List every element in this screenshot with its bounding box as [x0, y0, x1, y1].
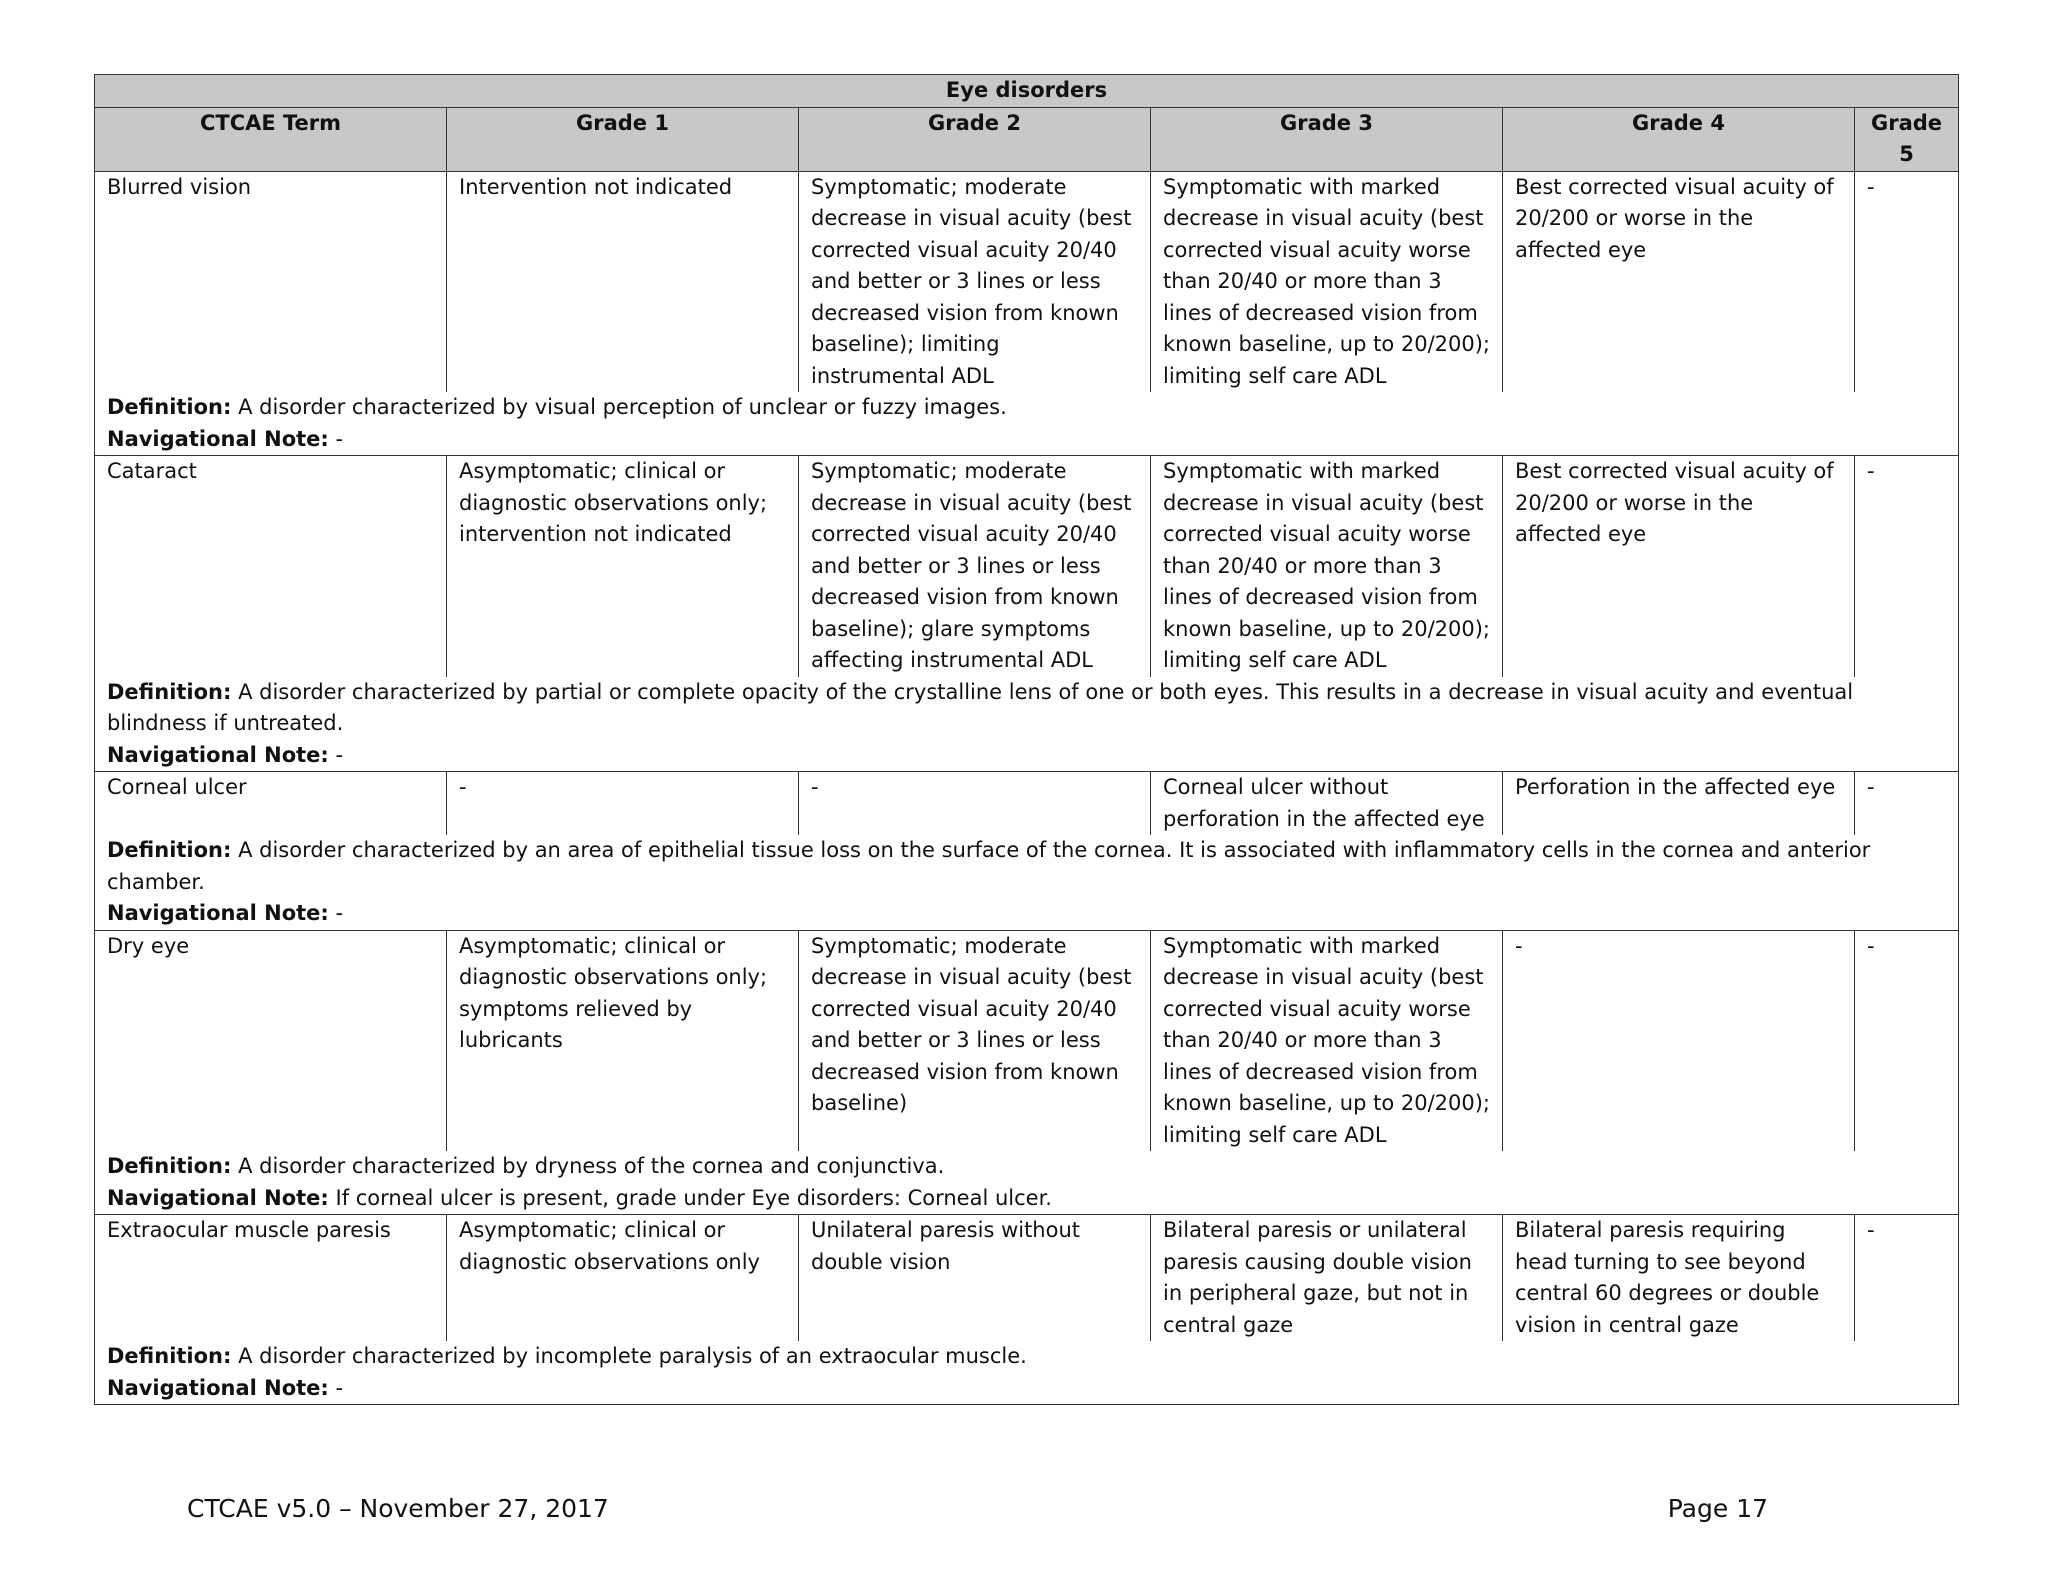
definition-value: A disorder characterized by visual perception of unclear or fuzzy images. — [238, 395, 1007, 419]
definition-text — [107, 1341, 1946, 1373]
column-header-row — [95, 107, 1959, 171]
column-header: Grade 5 — [1855, 107, 1959, 171]
column-header: Grade 3 — [1151, 107, 1503, 171]
definition-cell — [95, 1341, 1959, 1405]
nav-note-label: Navigational Note: — [107, 1185, 329, 1210]
nav-note-label: Navigational Note: — [107, 1375, 329, 1400]
grade-3-cell: Symptomatic with marked decrease in visual acuity (best corrected visual acuity worse than 20/40 or more than 3 lines of decreased vision from known baseline, up to 20/200); limiting self care ADL — [1151, 456, 1503, 677]
definition-cell — [95, 677, 1959, 772]
grade-3-cell: Corneal ulcer without perforation in the affected eye — [1151, 772, 1503, 836]
column-header: Grade 4 — [1503, 107, 1855, 171]
table-row — [95, 772, 1959, 836]
grade-4-cell: - — [1503, 930, 1855, 1151]
definition-value: A disorder characterized by partial or complete opacity of the crystalline lens of one or both eyes. This results in a decrease in visual acuity and eventual blindness if untreated. — [107, 679, 1854, 735]
nav-note-value: - — [335, 901, 344, 925]
section-title: Eye disorders — [95, 75, 1959, 108]
definition-label: Definition: — [107, 395, 232, 419]
definition-cell — [95, 1151, 1959, 1215]
term-cell: Cataract — [95, 456, 447, 677]
term-cell: Blurred vision — [95, 171, 447, 392]
definition-label: Definition: — [107, 1154, 232, 1178]
table-row — [95, 171, 1959, 392]
definition-label: Definition: — [107, 838, 232, 862]
term-cell: Dry eye — [95, 930, 447, 1151]
table-row — [95, 930, 1959, 1151]
nav-note-text — [107, 1373, 1946, 1405]
grade-2-cell: Unilateral paresis without double vision — [799, 1215, 1151, 1342]
definition-value: A disorder characterized by incomplete paralysis of an extraocular muscle. — [238, 1344, 1027, 1368]
definition-cell — [95, 392, 1959, 456]
grade-5-cell: - — [1855, 456, 1959, 677]
grade-1-cell: Asymptomatic; clinical or diagnostic observations only; symptoms relieved by lubricants — [447, 930, 799, 1151]
grade-4-cell: Best corrected visual acuity of 20/200 or worse in the affected eye — [1503, 456, 1855, 677]
table-row — [95, 1215, 1959, 1342]
nav-note-label: Navigational Note: — [107, 742, 329, 767]
grade-1-cell: Asymptomatic; clinical or diagnostic observations only; intervention not indicated — [447, 456, 799, 677]
grade-2-cell: - — [799, 772, 1151, 836]
ctcae-table — [94, 74, 1959, 1405]
nav-note-label: Navigational Note: — [107, 426, 329, 451]
definition-row — [95, 1341, 1959, 1405]
definition-value: A disorder characterized by dryness of the cornea and conjunctiva. — [238, 1154, 945, 1178]
grade-4-cell: Perforation in the affected eye — [1503, 772, 1855, 836]
definition-cell — [95, 835, 1959, 930]
grade-4-cell: Best corrected visual acuity of 20/200 or worse in the affected eye — [1503, 171, 1855, 392]
nav-note-text — [107, 1183, 1946, 1215]
definition-row — [95, 835, 1959, 930]
term-cell: Extraocular muscle paresis — [95, 1215, 447, 1342]
definition-label: Definition: — [107, 1344, 232, 1368]
table-body — [95, 171, 1959, 1405]
nav-note-text — [107, 740, 1946, 772]
grade-5-cell: - — [1855, 772, 1959, 836]
column-header: Grade 1 — [447, 107, 799, 171]
footer-version: CTCAE v5.0 – November 27, 2017 — [187, 1494, 609, 1523]
grade-5-cell: - — [1855, 1215, 1959, 1342]
grade-1-cell: Asymptomatic; clinical or diagnostic observations only — [447, 1215, 799, 1342]
grade-2-cell: Symptomatic; moderate decrease in visual acuity (best corrected visual acuity 20/40 and better or 3 lines or less decreased vision from known baseline); limiting instrumental ADL — [799, 171, 1151, 392]
grade-5-cell: - — [1855, 930, 1959, 1151]
definition-label: Definition: — [107, 679, 232, 704]
nav-note-text — [107, 424, 1946, 456]
nav-note-value: If corneal ulcer is present, grade under Eye disorders: Corneal ulcer. — [335, 1185, 1052, 1210]
grade-3-cell: Bilateral paresis or unilateral paresis causing double vision in peripheral gaze, but not in central gaze — [1151, 1215, 1503, 1342]
term-cell: Corneal ulcer — [95, 772, 447, 836]
grade-5-cell: - — [1855, 171, 1959, 392]
definition-text — [107, 677, 1946, 740]
grade-3-cell: Symptomatic with marked decrease in visual acuity (best corrected visual acuity worse than 20/40 or more than 3 lines of decreased vision from known baseline, up to 20/200); limiting self care ADL — [1151, 930, 1503, 1151]
definition-row — [95, 392, 1959, 456]
grade-3-cell: Symptomatic with marked decrease in visual acuity (best corrected visual acuity worse than 20/40 or more than 3 lines of decreased vision from known baseline, up to 20/200); limiting self care ADL — [1151, 171, 1503, 392]
grade-1-cell: - — [447, 772, 799, 836]
nav-note-label: Navigational Note: — [107, 901, 329, 925]
column-header: CTCAE Term — [95, 107, 447, 171]
grade-1-cell: Intervention not indicated — [447, 171, 799, 392]
nav-note-value: - — [335, 426, 344, 451]
definition-value: A disorder characterized by an area of epithelial tissue loss on the surface of the cornea. It is associated with inflammatory cells in the cornea and anterior chamber. — [107, 838, 1871, 894]
grade-4-cell: Bilateral paresis requiring head turning to see beyond central 60 degrees or double vision in central gaze — [1503, 1215, 1855, 1342]
column-header: Grade 2 — [799, 107, 1151, 171]
grade-2-cell: Symptomatic; moderate decrease in visual acuity (best corrected visual acuity 20/40 and better or 3 lines or less decreased vision from known baseline); glare symptoms affecting instrumental ADL — [799, 456, 1151, 677]
nav-note-text — [107, 898, 1946, 930]
grade-2-cell: Symptomatic; moderate decrease in visual acuity (best corrected visual acuity 20/40 and better or 3 lines or less decreased vision from known baseline) — [799, 930, 1151, 1151]
definition-row — [95, 1151, 1959, 1215]
definition-text — [107, 1151, 1946, 1183]
definition-text — [107, 835, 1946, 898]
table-row — [95, 456, 1959, 677]
nav-note-value: - — [335, 742, 344, 767]
nav-note-value: - — [335, 1375, 344, 1400]
document-page — [94, 74, 1958, 1405]
footer-page-number: Page 17 — [1667, 1494, 1768, 1523]
definition-text — [107, 392, 1946, 424]
definition-row — [95, 677, 1959, 772]
